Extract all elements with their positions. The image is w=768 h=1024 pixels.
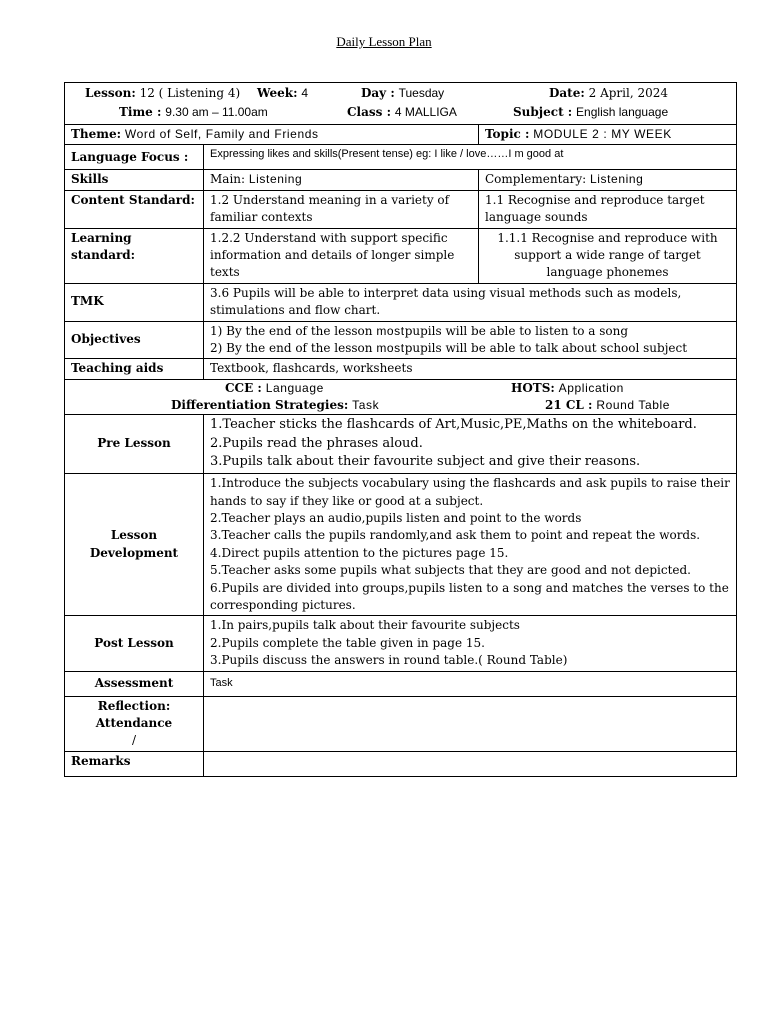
theme-row bbox=[65, 125, 737, 145]
lesson-development-row bbox=[65, 474, 737, 616]
attendance-slash: / bbox=[131, 733, 137, 748]
date-label: Date: bbox=[549, 85, 585, 100]
reflection-value[interactable] bbox=[204, 696, 737, 751]
lesson-development-label-line2: Development bbox=[89, 545, 179, 560]
lesson-development-label bbox=[65, 474, 204, 616]
date-field bbox=[549, 85, 668, 102]
subject-label: Subject : bbox=[513, 104, 573, 119]
hots-field bbox=[511, 380, 624, 397]
week-value: 4 bbox=[301, 85, 309, 100]
attendance-label: Attendance bbox=[95, 715, 173, 730]
content-standard-label: Content Standard: bbox=[65, 190, 204, 228]
remarks-label: Remarks bbox=[65, 751, 204, 776]
assessment-label: Assessment bbox=[65, 671, 204, 696]
objective-most: most bbox=[376, 323, 405, 338]
learning-standard-comp: 1.1.1 Recognise and reproduce with support a wide range of target language phonemes bbox=[479, 228, 737, 283]
cl-label: 21 CL : bbox=[545, 397, 593, 412]
tmk-value: 3.6 Pupils will be able to interpret data using visual methods such as models, stimulations and flow chart. bbox=[204, 283, 737, 321]
content-standard-main: 1.2 Understand meaning in a variety of familiar contexts bbox=[204, 190, 479, 228]
week-label: Week: bbox=[257, 85, 298, 100]
lesson-field bbox=[85, 85, 257, 102]
pre-lesson-row bbox=[65, 414, 737, 474]
objectives-label: Objectives bbox=[65, 321, 204, 359]
topic-label: Topic : bbox=[485, 127, 530, 141]
post-lesson-row bbox=[65, 616, 737, 671]
day-label: Day : bbox=[361, 85, 395, 100]
post-lesson-step: 3.Pupils discuss the answers in round table.( Round Table) bbox=[210, 653, 568, 668]
objectives-row bbox=[65, 321, 737, 359]
objective-text: pupils will be able to talk about school subject bbox=[404, 340, 688, 355]
post-lesson-step: 1.In pairs,pupils talk about their favourite subjects bbox=[210, 618, 520, 633]
objective-prefix: 2) By the end of the lesson bbox=[210, 340, 377, 355]
reflection-row bbox=[65, 696, 737, 751]
lesson-development-step: 2.Teacher plays an audio,pupils listen and point to the words bbox=[210, 511, 582, 525]
tmk-label: TMK bbox=[65, 283, 204, 321]
skills-row bbox=[65, 170, 737, 190]
objective-item bbox=[210, 323, 730, 340]
lesson-development-step: 6.Pupils are divided into groups,pupils listen to a song and matches the verses to the corresponding pictures. bbox=[210, 580, 729, 612]
learning-standard-row bbox=[65, 228, 737, 283]
lesson-development-step: 1.Introduce the subjects vocabulary using the flashcards and ask pupils to raise their hands to say if they like or good at a subject. bbox=[210, 476, 730, 508]
remarks-value[interactable] bbox=[204, 751, 737, 776]
tmk-row bbox=[65, 283, 737, 321]
pre-lesson-step: 2.Pupils read the phrases aloud. bbox=[210, 435, 423, 451]
time-field bbox=[119, 104, 347, 121]
lesson-plan-table bbox=[64, 82, 737, 777]
lesson-development-label-line1: Lesson bbox=[110, 528, 158, 543]
reflection-label-line1: Reflection: bbox=[97, 698, 171, 713]
objective-item bbox=[210, 340, 730, 357]
skills-comp-label: Complementary: bbox=[485, 172, 587, 187]
lesson-value: 12 ( Listening 4) bbox=[139, 85, 241, 100]
teaching-aids-row bbox=[65, 359, 737, 379]
subject-value: English language bbox=[576, 104, 669, 119]
skills-main-label: Main: bbox=[210, 172, 246, 187]
class-value: 4 MALLIGA bbox=[394, 104, 457, 119]
week-field bbox=[257, 85, 361, 102]
time-value: 9.30 am – 11.00am bbox=[165, 104, 268, 119]
document-title: Daily Lesson Plan bbox=[336, 34, 432, 49]
language-focus-label: Language Focus : bbox=[65, 145, 204, 170]
objective-prefix: 1) By the end of the lesson bbox=[210, 323, 377, 338]
objective-text: pupils will be able to listen to a song bbox=[404, 323, 629, 338]
theme-label: Theme: bbox=[71, 127, 122, 141]
cl-value: Round Table bbox=[596, 397, 671, 412]
lesson-development-step: 4.Direct pupils attention to the pictures page 15. bbox=[210, 545, 509, 560]
topic-value: MODULE 2 : MY WEEK bbox=[533, 127, 672, 141]
time-label: Time : bbox=[119, 104, 162, 119]
lesson-label: Lesson: bbox=[85, 85, 136, 100]
theme-value: Word of Self, Family and Friends bbox=[124, 127, 319, 141]
learning-standard-label: Learning standard: bbox=[65, 228, 204, 283]
header-row bbox=[65, 83, 737, 125]
hots-label: HOTS: bbox=[511, 380, 555, 395]
assessment-value: Task bbox=[204, 671, 737, 696]
language-focus-value: Expressing likes and skills(Present tense) eg: I like / love……I m good at bbox=[210, 148, 564, 161]
objective-most: most bbox=[376, 340, 405, 355]
cce-field bbox=[225, 380, 511, 397]
skills-comp-value: Listening bbox=[589, 172, 644, 187]
day-value: Tuesday bbox=[398, 85, 445, 100]
skills-label: Skills bbox=[65, 170, 204, 190]
hots-value: Application bbox=[558, 380, 624, 395]
cce-row bbox=[65, 379, 737, 414]
content-standard-comp: 1.1 Recognise and reproduce target language sounds bbox=[479, 190, 737, 228]
post-lesson-label: Post Lesson bbox=[65, 616, 204, 671]
remarks-row bbox=[65, 751, 737, 776]
day-field bbox=[361, 85, 549, 102]
learning-standard-main: 1.2.2 Understand with support specific information and details of longer simple texts bbox=[204, 228, 479, 283]
reflection-label bbox=[65, 696, 204, 751]
differentiation-value: Task bbox=[352, 397, 380, 412]
class-field bbox=[347, 104, 513, 121]
teaching-aids-value: Textbook, flashcards, worksheets bbox=[204, 359, 737, 379]
assessment-row bbox=[65, 671, 737, 696]
cce-label: CCE : bbox=[225, 380, 262, 395]
content-standard-row bbox=[65, 190, 737, 228]
date-value: 2 April, 2024 bbox=[588, 85, 669, 100]
differentiation-field bbox=[171, 397, 545, 414]
lesson-development-step: 5.Teacher asks some pupils what subjects that they are good and not depicted. bbox=[210, 563, 691, 578]
cl-field bbox=[545, 397, 670, 414]
teaching-aids-label: Teaching aids bbox=[65, 359, 204, 379]
skills-main-value: Listening bbox=[248, 172, 303, 187]
post-lesson-step: 2.Pupils complete the table given in page 15. bbox=[210, 635, 485, 650]
subject-field bbox=[513, 104, 668, 121]
class-label: Class : bbox=[347, 104, 392, 119]
pre-lesson-step: 3.Pupils talk about their favourite subject and give their reasons. bbox=[210, 454, 641, 470]
pre-lesson-step: 1.Teacher sticks the flashcards of Art,Music,PE,Maths on the whiteboard. bbox=[210, 416, 697, 432]
cce-value: Language bbox=[265, 380, 324, 395]
lesson-development-step: 3.Teacher calls the pupils randomly,and ask them to point and repeat the words. bbox=[210, 528, 701, 543]
language-focus-row bbox=[65, 145, 737, 170]
differentiation-label: Differentiation Strategies: bbox=[171, 397, 349, 412]
pre-lesson-label: Pre Lesson bbox=[65, 414, 204, 474]
